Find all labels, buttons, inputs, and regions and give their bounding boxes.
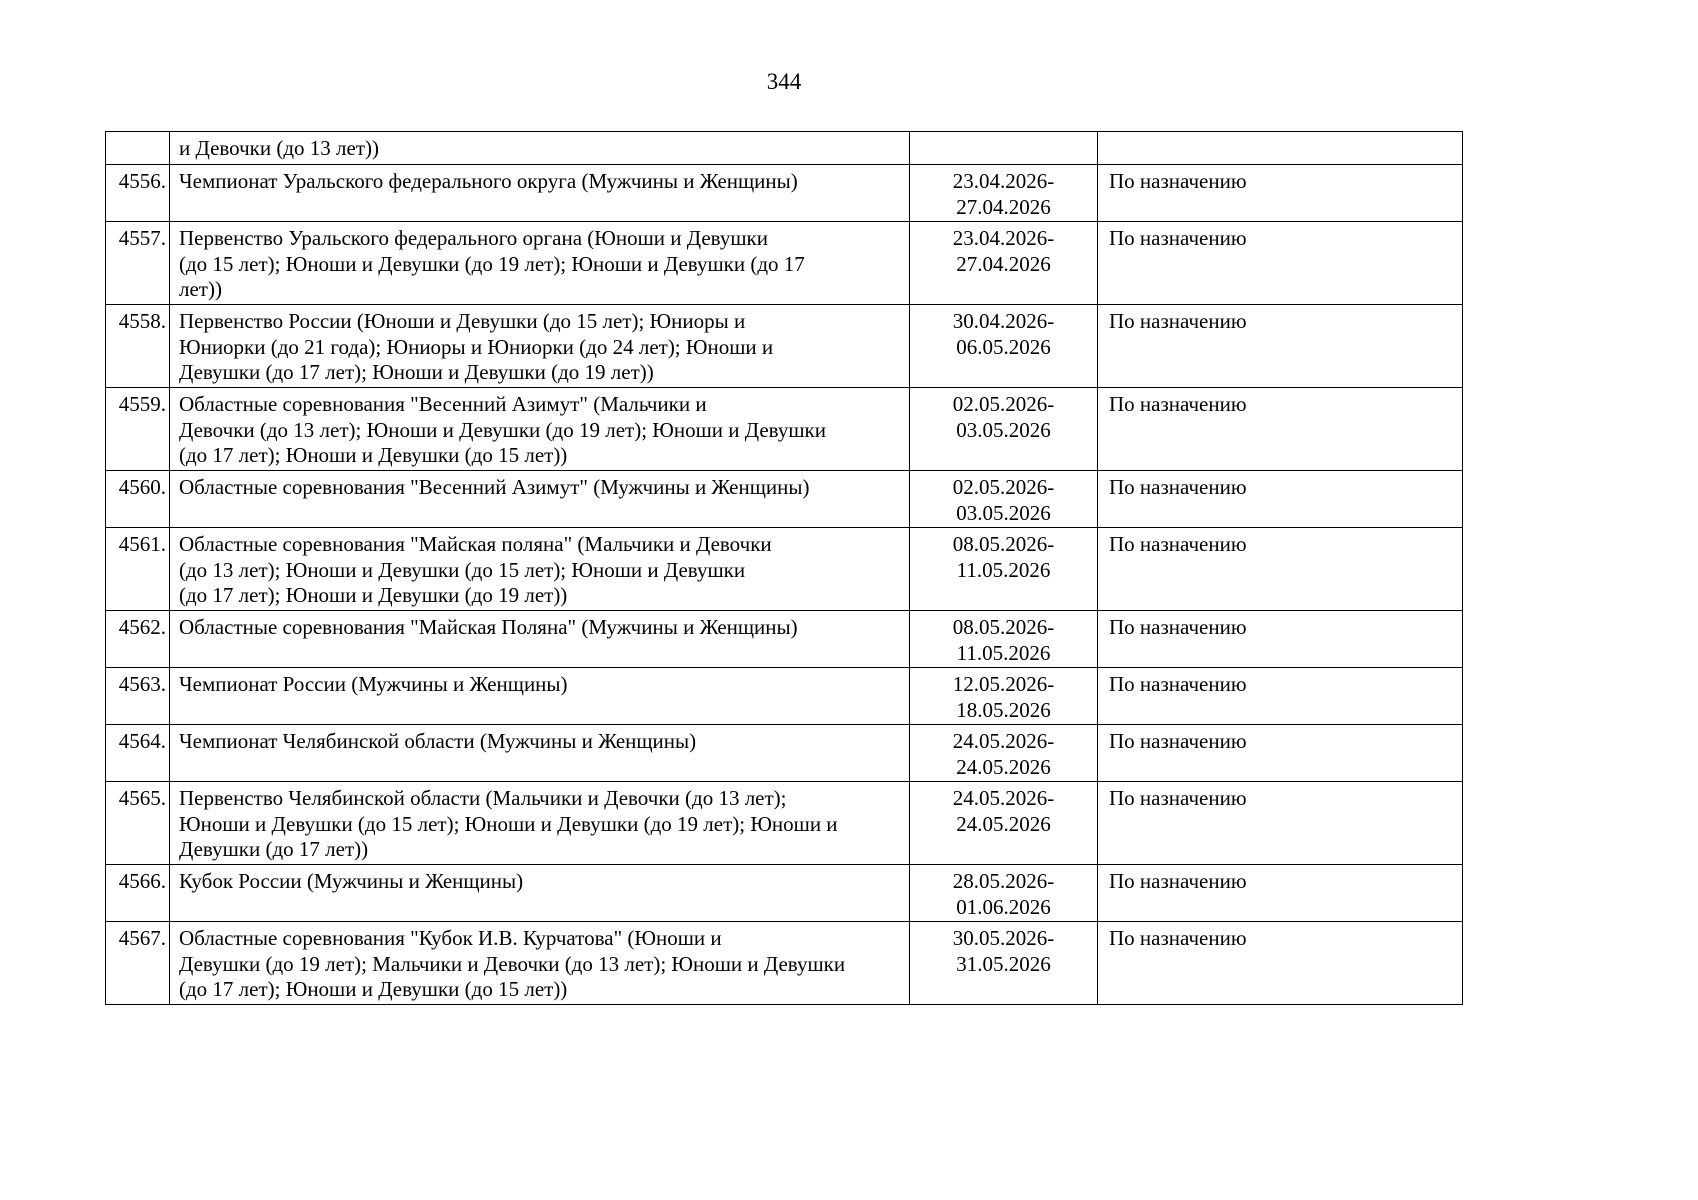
event-place-cell: По назначению xyxy=(1098,528,1463,611)
event-name-cell: Областные соревнования "Майская поляна" (Мальчики и Девочки (до 13 лет); Юноши и Девушки (до 15 лет); Юноши и Девушки (до 17 лет); Юноши и Девушки (до 19 лет)) xyxy=(170,528,910,611)
table-row xyxy=(106,528,1463,611)
event-dates-cell: 24.05.2026- 24.05.2026 xyxy=(910,725,1098,782)
event-name-cell: Чемпионат Челябинской области (Мужчины и Женщины) xyxy=(170,725,910,782)
event-place-cell: По назначению xyxy=(1098,922,1463,1005)
table-row xyxy=(106,305,1463,388)
event-name-cell: Областные соревнования "Майская Поляна" (Мужчины и Женщины) xyxy=(170,611,910,668)
event-dates-cell: 02.05.2026- 03.05.2026 xyxy=(910,388,1098,471)
table-row xyxy=(106,388,1463,471)
event-dates-cell: 23.04.2026- 27.04.2026 xyxy=(910,165,1098,222)
event-dates-cell: 30.04.2026- 06.05.2026 xyxy=(910,305,1098,388)
row-number-cell: 4564. xyxy=(106,725,170,782)
event-name-cell: Областные соревнования "Весенний Азимут" (Мужчины и Женщины) xyxy=(170,471,910,528)
event-name-cell: Первенство России (Юноши и Девушки (до 15 лет); Юниоры и Юниорки (до 21 года); Юниоры и Юниорки (до 24 лет); Юноши и Девушки (до 17 лет); Юноши и Девушки (до 19 лет)) xyxy=(170,305,910,388)
row-number-cell: 4563. xyxy=(106,668,170,725)
event-dates-cell: 30.05.2026- 31.05.2026 xyxy=(910,922,1098,1005)
table-row xyxy=(106,865,1463,922)
event-place-cell: По назначению xyxy=(1098,782,1463,865)
event-place-cell: По назначению xyxy=(1098,611,1463,668)
event-name-cell: Кубок России (Мужчины и Женщины) xyxy=(170,865,910,922)
row-number-cell: 4562. xyxy=(106,611,170,668)
table-row-continuation xyxy=(106,132,1463,165)
row-number-cell: 4567. xyxy=(106,922,170,1005)
event-place-cell: По назначению xyxy=(1098,668,1463,725)
row-number-cell: 4561. xyxy=(106,528,170,611)
events-table-body xyxy=(106,132,1463,1005)
row-number-cell: 4565. xyxy=(106,782,170,865)
event-place-cell xyxy=(1098,132,1463,165)
event-place-cell: По назначению xyxy=(1098,305,1463,388)
table-row xyxy=(106,222,1463,305)
page-number: 344 xyxy=(766,69,802,94)
row-number-cell: 4559. xyxy=(106,388,170,471)
event-place-cell: По назначению xyxy=(1098,865,1463,922)
row-number-cell: 4566. xyxy=(106,865,170,922)
event-dates-cell: 08.05.2026- 11.05.2026 xyxy=(910,528,1098,611)
table-row xyxy=(106,471,1463,528)
event-place-cell: По назначению xyxy=(1098,725,1463,782)
row-number-cell: 4560. xyxy=(106,471,170,528)
event-place-cell: По назначению xyxy=(1098,165,1463,222)
event-name-cell: Первенство Уральского федерального органа (Юноши и Девушки (до 15 лет); Юноши и Девушки (до 19 лет); Юноши и Девушки (до 17 лет)) xyxy=(170,222,910,305)
event-dates-cell: 02.05.2026- 03.05.2026 xyxy=(910,471,1098,528)
event-name-cell: Чемпионат России (Мужчины и Женщины) xyxy=(170,668,910,725)
event-place-cell: По назначению xyxy=(1098,388,1463,471)
event-name-cell: Областные соревнования "Весенний Азимут" (Мальчики и Девочки (до 13 лет); Юноши и Девушки (до 19 лет); Юноши и Девушки (до 17 лет); Юноши и Девушки (до 15 лет)) xyxy=(170,388,910,471)
event-name-cell: Чемпионат Уральского федерального округа (Мужчины и Женщины) xyxy=(170,165,910,222)
row-number-cell xyxy=(106,132,170,165)
row-number-cell: 4556. xyxy=(106,165,170,222)
event-dates-cell: 08.05.2026- 11.05.2026 xyxy=(910,611,1098,668)
event-name-cell: Областные соревнования "Кубок И.В. Курчатова" (Юноши и Девушки (до 19 лет); Мальчики и Девочки (до 13 лет); Юноши и Девушки (до 17 лет); Юноши и Девушки (до 15 лет)) xyxy=(170,922,910,1005)
table-row xyxy=(106,725,1463,782)
table-row xyxy=(106,165,1463,222)
event-dates-cell: 24.05.2026- 24.05.2026 xyxy=(910,782,1098,865)
event-place-cell: По назначению xyxy=(1098,471,1463,528)
row-number-cell: 4558. xyxy=(106,305,170,388)
event-dates-cell: 23.04.2026- 27.04.2026 xyxy=(910,222,1098,305)
table-row xyxy=(106,782,1463,865)
event-name-cell: и Девочки (до 13 лет)) xyxy=(170,132,910,165)
table-row xyxy=(106,668,1463,725)
table-row xyxy=(106,922,1463,1005)
event-name-cell: Первенство Челябинской области (Мальчики и Девочки (до 13 лет); Юноши и Девушки (до 15 лет); Юноши и Девушки (до 19 лет); Юноши и Девушки (до 17 лет)) xyxy=(170,782,910,865)
event-dates-cell: 28.05.2026- 01.06.2026 xyxy=(910,865,1098,922)
row-number-cell: 4557. xyxy=(106,222,170,305)
event-dates-cell xyxy=(910,132,1098,165)
event-dates-cell: 12.05.2026- 18.05.2026 xyxy=(910,668,1098,725)
table-row xyxy=(106,611,1463,668)
events-table xyxy=(105,131,1463,1005)
event-place-cell: По назначению xyxy=(1098,222,1463,305)
